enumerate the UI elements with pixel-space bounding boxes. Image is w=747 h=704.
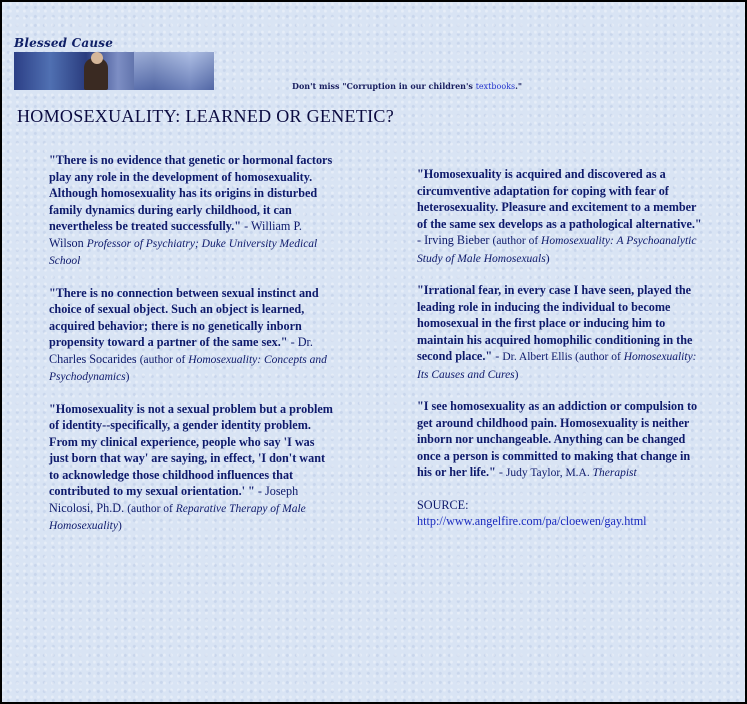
quote-block: [49, 152, 334, 270]
textbooks-link[interactable]: textbooks: [475, 82, 516, 91]
quote-book: Homosexuality: A Psychoanalytic Study of Male Homosexuals: [417, 235, 697, 265]
quote-block: [417, 166, 707, 267]
left-column: [49, 152, 334, 550]
quote-close: ): [545, 252, 550, 265]
quote-text: "I see homosexuality as an addiction or compulsion to get around childhood pain. Homosexuality is neither inborn nor unchangeable. Anything can be changed once a person is committed to making that change in his or her life.": [417, 399, 698, 479]
quote-source: Professor of Psychiatry; Duke University Medical School: [49, 237, 318, 267]
page-title: HOMOSEXUALITY: LEARNED OR GENETIC?: [17, 106, 395, 126]
quote-close: ): [125, 371, 130, 383]
quote-source: (author of: [127, 502, 176, 515]
quote-block: [417, 398, 707, 482]
notice-line: [292, 81, 522, 91]
quote-book: Therapist: [592, 467, 637, 479]
right-column: [417, 166, 707, 530]
quote-block: [49, 401, 334, 535]
source-block: [417, 497, 707, 530]
quote-author: - William P. Wilson: [49, 219, 302, 250]
quote-close: ): [514, 368, 519, 381]
quote-author: -: [492, 349, 503, 363]
quote-text: "There is no evidence that genetic or hormonal factors play any role in the development of homosexuality. Although homosexuality has its origins in disturbed family dynamics during early childhood, it can nevertheless be treated successfully.": [49, 153, 333, 233]
quote-source: (author of: [492, 235, 542, 247]
quote-book: Homosexuality: Its Causes and Cures: [417, 351, 697, 381]
quote-text: "Homosexuality is acquired and discovered as a circumventive adaptation for coping with fear of heterosexuality. Pleasure and excitement to a member of the same sex develops as a pathological alternative.": [417, 167, 702, 231]
quote-block: [417, 282, 707, 383]
quote-book: Homosexuality: Concepts and Psychodynamics: [49, 353, 327, 383]
quote-text: "There is no connection between sexual instinct and choice of sexual object. Such an object is learned, acquired behavior; there is no genetically inborn propensity toward a partner of the same sex.": [49, 285, 319, 349]
quote-source: (author of: [139, 353, 189, 366]
site-logo[interactable]: Blessed Cause: [14, 36, 114, 50]
quote-block: [49, 285, 334, 386]
banner-figure-head: [91, 52, 103, 64]
quote-text: "Irrational fear, in every case I have seen, played the leading role in inducing the individual to become homosexual in the first place or inducing him to maintain his acquired homophilic conditioning in the second place.": [417, 283, 693, 363]
quote-text: "Homosexuality is not a sexual problem but a problem of identity--specifically, a gender identity problem. From my clinical experience, people who say 'I was just born that way' are saying, in effect, 'I don't want to acknowledge those childhood influences that contributed to my sexual orientation.' ": [49, 401, 333, 498]
quote-source: Dr. Albert Ellis (author of: [502, 351, 624, 363]
notice-suffix: .": [515, 81, 523, 91]
notice-prefix: Don't miss "Corruption in our children's: [292, 81, 476, 91]
source-link[interactable]: http://www.angelfire.com/pa/cloewen/gay.html: [417, 514, 647, 528]
quote-source: Judy Taylor, M.A.: [505, 467, 593, 479]
quote-author: - Dr. Charles Socarides: [49, 335, 313, 366]
quote-author: - Irving Bieber: [417, 233, 493, 247]
quote-author: -: [495, 465, 506, 479]
source-label: SOURCE:: [417, 497, 469, 512]
quote-close: ): [117, 520, 122, 532]
quote-book: Reparative Therapy of Male Homosexuality: [49, 502, 306, 532]
banner-sky: [134, 52, 214, 90]
banner-image: [14, 52, 214, 90]
quote-author: - Joseph Nicolosi, Ph.D.: [49, 484, 299, 515]
